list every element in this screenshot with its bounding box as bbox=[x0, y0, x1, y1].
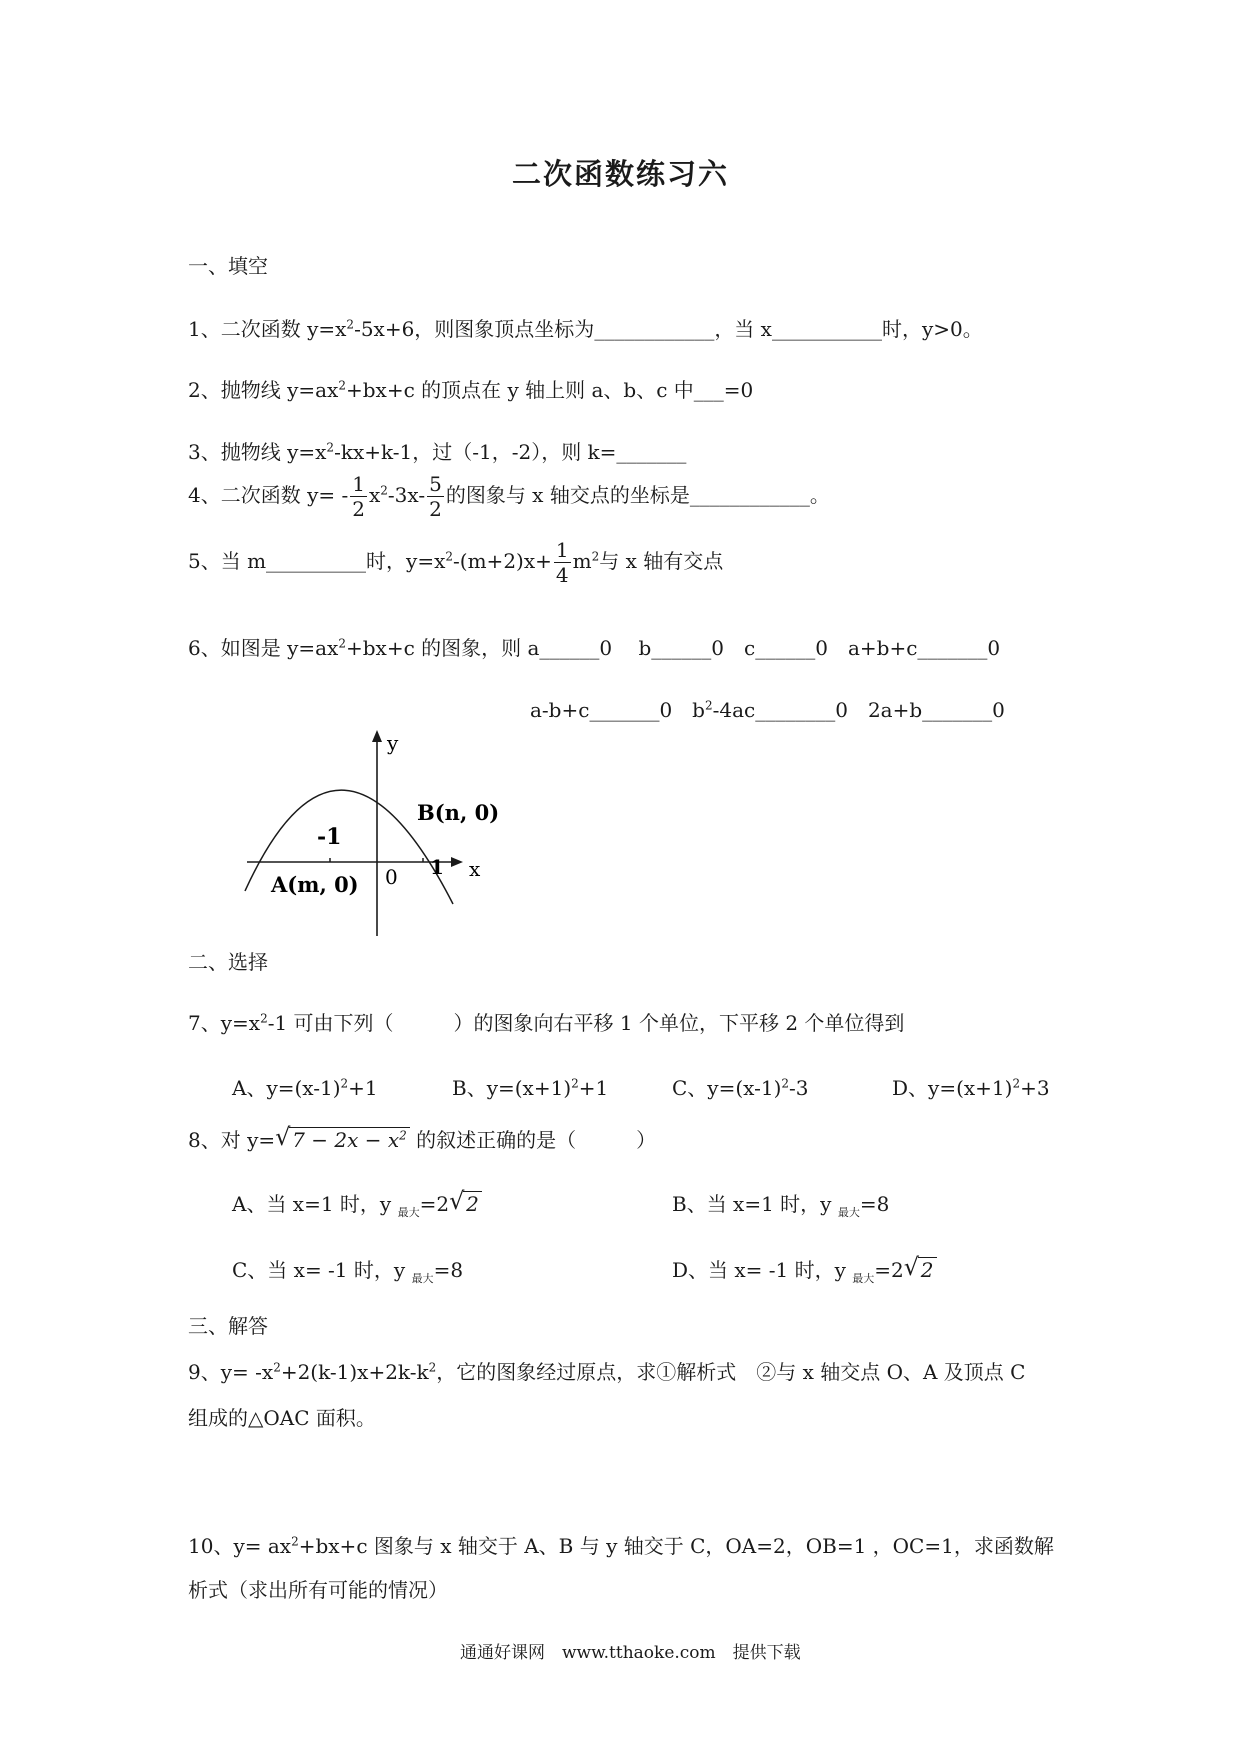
minus-one-label: -1 bbox=[317, 824, 342, 850]
fraction: $\frac{1}{2}$ bbox=[352, 472, 365, 521]
q7-option-d[interactable]: D、$y=(x+1)^2+3$ bbox=[892, 1076, 1050, 1100]
question-8: 8、对 y= √ $7 - 2x - x^2$ 的叙述正确的是（ ） bbox=[188, 1123, 657, 1152]
fraction: $\frac{5}{2}$ bbox=[429, 472, 442, 521]
q7-option-a[interactable]: A、$y=(x-1)^2+1$ bbox=[232, 1076, 378, 1100]
question-10: 10、$y= ax^2+bx+c$ 图象与 x 轴交于 A、B 与 y 轴交于 C，OA=2，OB=1 ，OC=1，求函数解 bbox=[188, 1534, 1054, 1558]
section-answer-heading: 三、解答 bbox=[188, 1314, 268, 1338]
q7-option-b[interactable]: B、$y=(x+1)^2+1$ bbox=[452, 1076, 609, 1100]
question-6: 6、如图是 $y=ax^2+bx+c$ 的图象，则 a______0 b______0 c______0 a+b+c_______0 bbox=[188, 636, 1001, 660]
one-label: 1 bbox=[430, 855, 444, 879]
question-6-line2: a-b+c_______0 $b^2-4ac\_\_\_\_\_\_\_\_0$ 2a+b_______0 bbox=[530, 698, 1005, 722]
section-choice-heading: 二、选择 bbox=[188, 950, 268, 974]
y-axis-arrow bbox=[372, 730, 382, 742]
question-2: 2、抛物线 $y=ax^2+bx+c$ 的顶点在 y 轴上则 a、b、c 中___=0 bbox=[188, 378, 754, 402]
answer-blank: ___________ bbox=[771, 317, 882, 341]
question-4: 4、二次函数 y= - $\frac{1}{2}$ $x^2-3x-$ $\frac{5}{2}$ 的图象与 x 轴交点的坐标是____________。 bbox=[188, 472, 830, 521]
y-axis-label: y bbox=[387, 731, 399, 755]
question-1: 1、二次函数 $y=x^2-5x+6$，则图象顶点坐标为____________，当 x___________时，y>0。 bbox=[188, 317, 983, 341]
square-root: √ 2 bbox=[904, 1257, 937, 1282]
q8-option-d[interactable]: D、当 x= -1 时，y $_{最大}$=2 √ 2 bbox=[672, 1254, 937, 1283]
page-footer: 通通好课网 www.tthaoke.com 提供下载 bbox=[460, 1643, 801, 1663]
x-axis-arrow bbox=[451, 857, 463, 867]
point-a-label: A(m, 0) bbox=[271, 872, 359, 897]
question-7: 7、$y=x^2-1$ 可由下列（ ）的图象向右平移 1 个单位，下平移 2 个单位得到 bbox=[188, 1011, 905, 1035]
fraction: $\frac{1}{4}$ bbox=[555, 538, 569, 587]
square-root: √ 2 bbox=[449, 1191, 482, 1216]
x-axis-label: x bbox=[469, 857, 481, 881]
square-root: √ $7 - 2x - x^2$ bbox=[275, 1127, 410, 1152]
answer-blank: ____________ bbox=[594, 317, 715, 341]
question-3: 3、抛物线 $y=x^2-kx+k-1$，过（-1，-2），则 k=_______ bbox=[188, 440, 687, 464]
q8-option-b[interactable]: B、当 x=1 时，y $_{最大}$=8 bbox=[672, 1192, 890, 1219]
section-fill-heading: 一、填空 bbox=[188, 254, 268, 278]
q8-option-a[interactable]: A、当 x=1 时，y $_{最大}$=2 √ 2 bbox=[232, 1188, 482, 1217]
point-b-label: B(n, 0) bbox=[417, 800, 500, 825]
parabola-graph bbox=[235, 728, 515, 938]
question-9: 9、$y= -x^2+2(k-1)x+2k-k^2$，它的图象经过原点，求①解析式 ②与 x 轴交点 O、A 及顶点 C bbox=[188, 1360, 1026, 1384]
question-5: 5、当 m__________时，$y=x^2-(m+2)x+$ $\frac{1}{4}$ $m^2$与 x 轴有交点 bbox=[188, 538, 724, 587]
q7-option-c[interactable]: C、$y=(x-1)^2-3$ bbox=[672, 1076, 809, 1100]
question-10-line2: 析式（求出所有可能的情况） bbox=[188, 1578, 448, 1602]
q8-option-c[interactable]: C、当 x= -1 时，y $_{最大}$=8 bbox=[232, 1258, 464, 1285]
origin-label: 0 bbox=[385, 865, 398, 889]
question-9-line2: 组成的△OAC 面积。 bbox=[188, 1406, 376, 1430]
page-title: 二次函数练习六 bbox=[512, 157, 730, 191]
